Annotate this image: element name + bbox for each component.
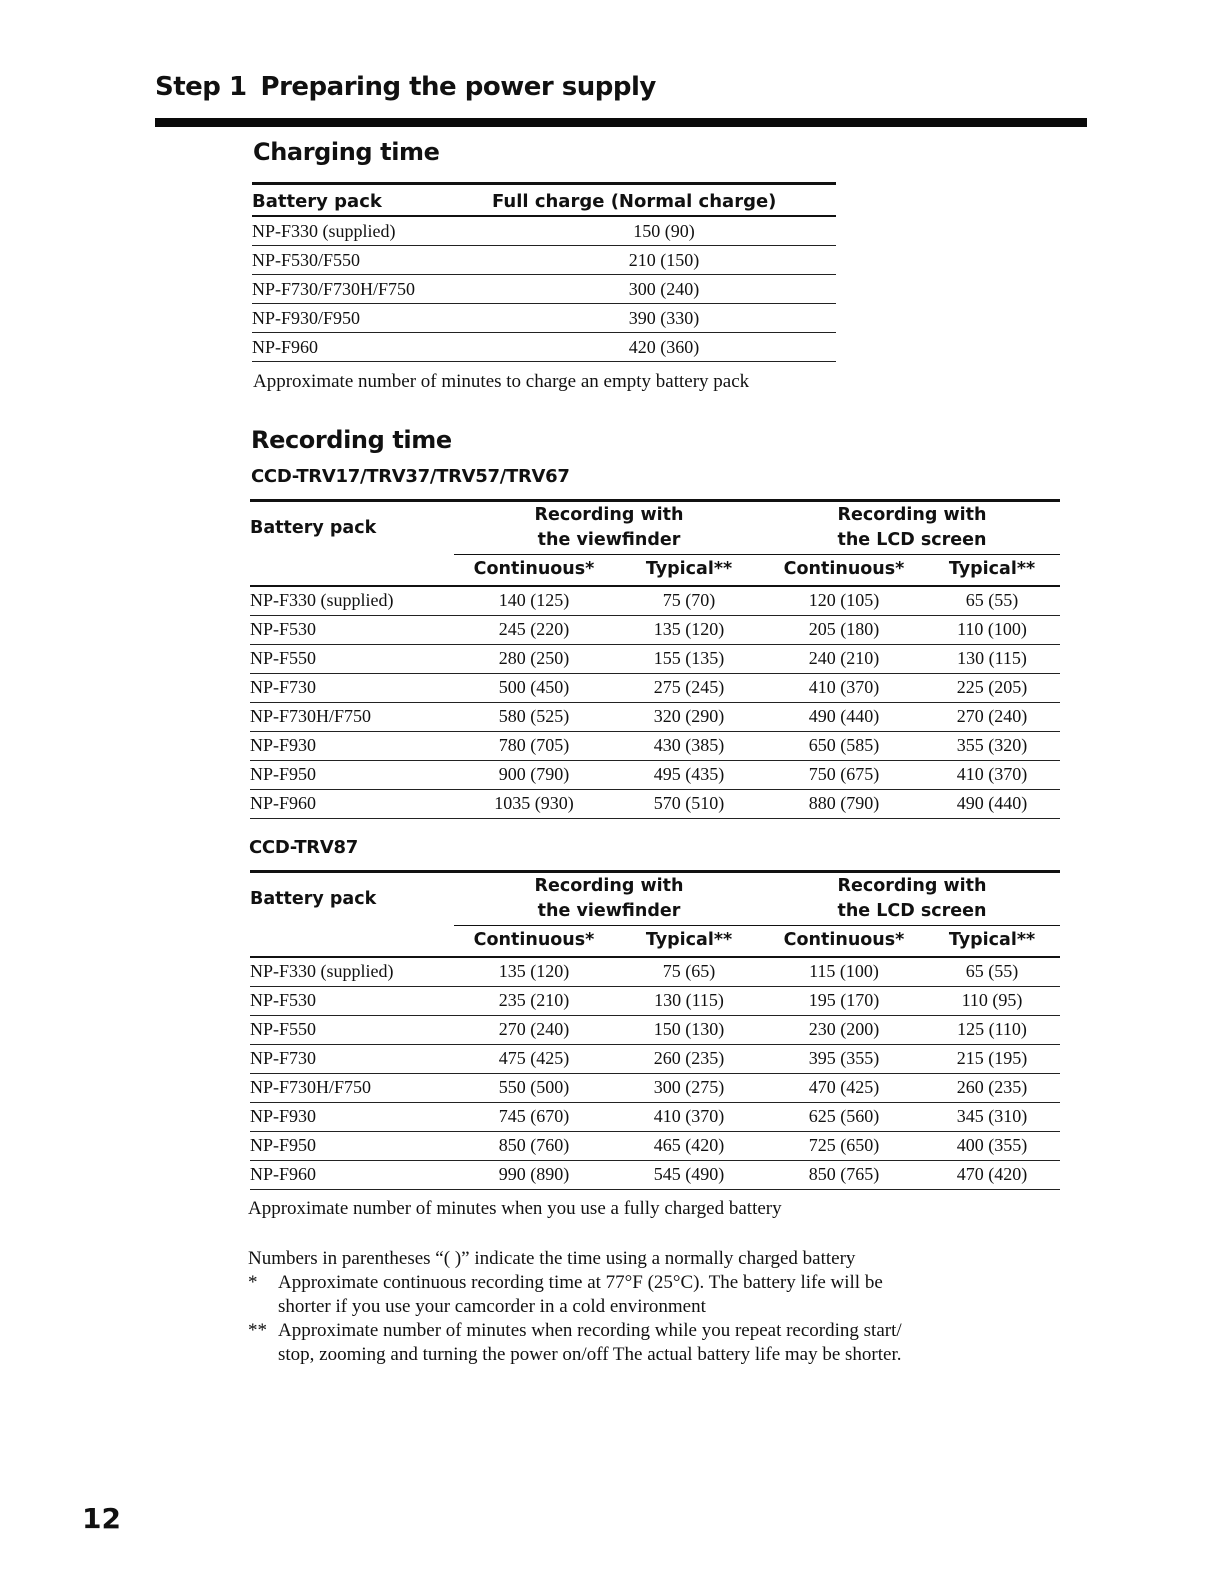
- table-row: [250, 1073, 1060, 1102]
- battery-pack-cell: NP-F530: [250, 615, 454, 644]
- table-row: [250, 986, 1060, 1015]
- recording-time-heading: Recording time: [251, 426, 452, 454]
- viewfinder-header-line2: the viewfinder: [537, 529, 681, 550]
- battery-pack-cell: NP-F530: [250, 986, 454, 1015]
- model-heading-trv17: CCD-TRV17/TRV37/TRV57/TRV67: [251, 466, 570, 487]
- lcd-typical-cell: 215 (195): [924, 1044, 1060, 1073]
- lcd-continuous-cell: 490 (440): [764, 702, 924, 731]
- table-row: [252, 304, 836, 333]
- section-title: [155, 72, 656, 102]
- lcd-continuous-cell: 470 (425): [764, 1073, 924, 1102]
- lcd-typical-cell: 130 (115): [924, 644, 1060, 673]
- lcd-continuous-cell: 410 (370): [764, 673, 924, 702]
- table-row: [250, 957, 1060, 987]
- lcd-typical-cell: 355 (320): [924, 731, 1060, 760]
- lcd-typical-cell: 110 (95): [924, 986, 1060, 1015]
- battery-pack-cell: NP-F930/F950: [252, 304, 492, 333]
- lcd-continuous-cell: 195 (170): [764, 986, 924, 1015]
- table-row: [250, 789, 1060, 818]
- vf-typical-cell: 155 (135): [614, 644, 764, 673]
- charge-time-cell: 150 (90): [492, 216, 836, 246]
- lcd-continuous-cell: 240 (210): [764, 644, 924, 673]
- column-header-continuous: Continuous*: [454, 925, 614, 957]
- battery-pack-cell: NP-F960: [252, 333, 492, 362]
- model-heading-trv87: CCD-TRV87: [249, 837, 358, 858]
- vf-continuous-cell: 280 (250): [454, 644, 614, 673]
- lcd-continuous-cell: 725 (650): [764, 1131, 924, 1160]
- vf-typical-cell: 135 (120): [614, 615, 764, 644]
- column-header-battery-pack: Battery pack: [250, 501, 454, 555]
- battery-pack-cell: NP-F960: [250, 1160, 454, 1189]
- viewfinder-header-line1: Recording with: [534, 875, 684, 896]
- vf-typical-cell: 130 (115): [614, 986, 764, 1015]
- battery-pack-cell: NP-F530/F550: [252, 246, 492, 275]
- lcd-header-line1: Recording with: [837, 504, 987, 525]
- column-header-battery-pack: Battery pack: [252, 184, 492, 217]
- vf-typical-cell: 300 (275): [614, 1073, 764, 1102]
- battery-pack-cell: NP-F930: [250, 731, 454, 760]
- lcd-continuous-cell: 880 (790): [764, 789, 924, 818]
- lcd-continuous-cell: 230 (200): [764, 1015, 924, 1044]
- lcd-typical-cell: 470 (420): [924, 1160, 1060, 1189]
- vf-typical-cell: 465 (420): [614, 1131, 764, 1160]
- column-header-typical: Typical**: [924, 925, 1060, 957]
- table-row: [252, 275, 836, 304]
- lcd-typical-cell: 490 (440): [924, 789, 1060, 818]
- lcd-continuous-cell: 395 (355): [764, 1044, 924, 1073]
- lcd-header-line2: the LCD screen: [837, 900, 987, 921]
- lcd-header-line1: Recording with: [837, 875, 987, 896]
- viewfinder-header-line1: Recording with: [534, 504, 684, 525]
- battery-pack-cell: NP-F950: [250, 1131, 454, 1160]
- vf-typical-cell: 320 (290): [614, 702, 764, 731]
- battery-pack-cell: NP-F330 (supplied): [250, 586, 454, 616]
- table-row: [252, 246, 836, 275]
- table-row: [250, 615, 1060, 644]
- battery-pack-cell: NP-F330 (supplied): [250, 957, 454, 987]
- lcd-continuous-cell: 850 (765): [764, 1160, 924, 1189]
- recording-time-table-trv17: [250, 499, 1060, 819]
- footnotes: [248, 1247, 1078, 1367]
- lcd-typical-cell: 400 (355): [924, 1131, 1060, 1160]
- charge-time-cell: 300 (240): [492, 275, 836, 304]
- battery-pack-cell: NP-F730: [250, 673, 454, 702]
- charge-time-cell: 210 (150): [492, 246, 836, 275]
- vf-continuous-cell: 475 (425): [454, 1044, 614, 1073]
- column-header-typical: Typical**: [614, 925, 764, 957]
- double-star-footnote-line1: Approximate number of minutes when recording while you repeat recording start/: [278, 1320, 902, 1341]
- recording-note: Approximate number of minutes when you use a fully charged battery: [248, 1198, 782, 1219]
- step-label: Step 1: [155, 72, 247, 102]
- double-asterisk-marker: **: [248, 1320, 267, 1341]
- column-header-full-charge: Full charge (Normal charge): [492, 184, 836, 217]
- vf-continuous-cell: 900 (790): [454, 760, 614, 789]
- battery-pack-cell: NP-F960: [250, 789, 454, 818]
- column-group-lcd: [764, 501, 1060, 555]
- table-row: [250, 760, 1060, 789]
- table-row: [250, 702, 1060, 731]
- vf-typical-cell: 495 (435): [614, 760, 764, 789]
- battery-pack-cell: NP-F550: [250, 644, 454, 673]
- vf-continuous-cell: 245 (220): [454, 615, 614, 644]
- parentheses-footnote: Numbers in parentheses “( )” indicate the time using a normally charged battery: [248, 1248, 856, 1269]
- table-row: [250, 1015, 1060, 1044]
- vf-typical-cell: 75 (65): [614, 957, 764, 987]
- empty-header-cell: [250, 554, 454, 586]
- column-header-continuous: Continuous*: [454, 554, 614, 586]
- lcd-header-line2: the LCD screen: [837, 529, 987, 550]
- charge-time-cell: 390 (330): [492, 304, 836, 333]
- lcd-continuous-cell: 120 (105): [764, 586, 924, 616]
- lcd-continuous-cell: 750 (675): [764, 760, 924, 789]
- lcd-typical-cell: 110 (100): [924, 615, 1060, 644]
- lcd-typical-cell: 65 (55): [924, 957, 1060, 987]
- vf-continuous-cell: 235 (210): [454, 986, 614, 1015]
- lcd-typical-cell: 65 (55): [924, 586, 1060, 616]
- column-header-typical: Typical**: [614, 554, 764, 586]
- table-row: [250, 586, 1060, 616]
- table-row: [250, 644, 1060, 673]
- lcd-typical-cell: 125 (110): [924, 1015, 1060, 1044]
- battery-pack-cell: NP-F730: [250, 1044, 454, 1073]
- lcd-typical-cell: 260 (235): [924, 1073, 1060, 1102]
- lcd-continuous-cell: 650 (585): [764, 731, 924, 760]
- charging-note: Approximate number of minutes to charge an empty battery pack: [253, 371, 750, 392]
- double-star-footnote-line2: stop, zooming and turning the power on/off The actual battery life may be shorter.: [278, 1344, 902, 1365]
- vf-continuous-cell: 745 (670): [454, 1102, 614, 1131]
- lcd-continuous-cell: 205 (180): [764, 615, 924, 644]
- asterisk-marker: *: [248, 1272, 258, 1293]
- vf-typical-cell: 430 (385): [614, 731, 764, 760]
- charging-time-heading: Charging time: [253, 138, 440, 166]
- vf-continuous-cell: 135 (120): [454, 957, 614, 987]
- recording-time-table-trv87: [250, 870, 1060, 1190]
- charging-time-table: [252, 182, 836, 362]
- vf-continuous-cell: 270 (240): [454, 1015, 614, 1044]
- table-row: [250, 1044, 1060, 1073]
- table-row: [250, 673, 1060, 702]
- vf-typical-cell: 570 (510): [614, 789, 764, 818]
- vf-continuous-cell: 580 (525): [454, 702, 614, 731]
- viewfinder-header-line2: the viewfinder: [537, 900, 681, 921]
- lcd-typical-cell: 270 (240): [924, 702, 1060, 731]
- column-group-viewfinder: [454, 872, 764, 926]
- page-number: 12: [82, 1502, 121, 1535]
- table-row: [250, 1160, 1060, 1189]
- lcd-typical-cell: 345 (310): [924, 1102, 1060, 1131]
- vf-continuous-cell: 500 (450): [454, 673, 614, 702]
- vf-typical-cell: 545 (490): [614, 1160, 764, 1189]
- lcd-typical-cell: 410 (370): [924, 760, 1060, 789]
- table-row: [252, 333, 836, 362]
- vf-continuous-cell: 780 (705): [454, 731, 614, 760]
- table-row: [250, 1102, 1060, 1131]
- vf-typical-cell: 410 (370): [614, 1102, 764, 1131]
- column-header-battery-pack: Battery pack: [250, 872, 454, 926]
- battery-pack-cell: NP-F930: [250, 1102, 454, 1131]
- charge-time-cell: 420 (360): [492, 333, 836, 362]
- vf-continuous-cell: 990 (890): [454, 1160, 614, 1189]
- battery-pack-cell: NP-F730/F730H/F750: [252, 275, 492, 304]
- lcd-continuous-cell: 115 (100): [764, 957, 924, 987]
- battery-pack-cell: NP-F730H/F750: [250, 702, 454, 731]
- battery-pack-cell: NP-F730H/F750: [250, 1073, 454, 1102]
- vf-typical-cell: 150 (130): [614, 1015, 764, 1044]
- column-header-continuous: Continuous*: [764, 925, 924, 957]
- step-title-text: Preparing the power supply: [260, 72, 656, 102]
- column-header-typical: Typical**: [924, 554, 1060, 586]
- lcd-continuous-cell: 625 (560): [764, 1102, 924, 1131]
- vf-continuous-cell: 140 (125): [454, 586, 614, 616]
- empty-header-cell: [250, 925, 454, 957]
- table-row: [250, 731, 1060, 760]
- vf-continuous-cell: 550 (500): [454, 1073, 614, 1102]
- column-group-viewfinder: [454, 501, 764, 555]
- table-row: [252, 216, 836, 246]
- vf-typical-cell: 260 (235): [614, 1044, 764, 1073]
- single-star-footnote: [248, 1271, 1078, 1295]
- single-star-footnote-line1: Approximate continuous recording time at 77°F (25°C). The battery life will be: [278, 1272, 883, 1293]
- table-row: [250, 1131, 1060, 1160]
- vf-continuous-cell: 1035 (930): [454, 789, 614, 818]
- vf-typical-cell: 75 (70): [614, 586, 764, 616]
- single-star-footnote-line2: shorter if you use your camcorder in a cold environment: [278, 1296, 706, 1317]
- battery-pack-cell: NP-F330 (supplied): [252, 216, 492, 246]
- battery-pack-cell: NP-F950: [250, 760, 454, 789]
- lcd-typical-cell: 225 (205): [924, 673, 1060, 702]
- vf-typical-cell: 275 (245): [614, 673, 764, 702]
- vf-continuous-cell: 850 (760): [454, 1131, 614, 1160]
- column-header-continuous: Continuous*: [764, 554, 924, 586]
- column-group-lcd: [764, 872, 1060, 926]
- double-star-footnote: [248, 1319, 1078, 1343]
- title-rule-divider: [155, 118, 1087, 127]
- battery-pack-cell: NP-F550: [250, 1015, 454, 1044]
